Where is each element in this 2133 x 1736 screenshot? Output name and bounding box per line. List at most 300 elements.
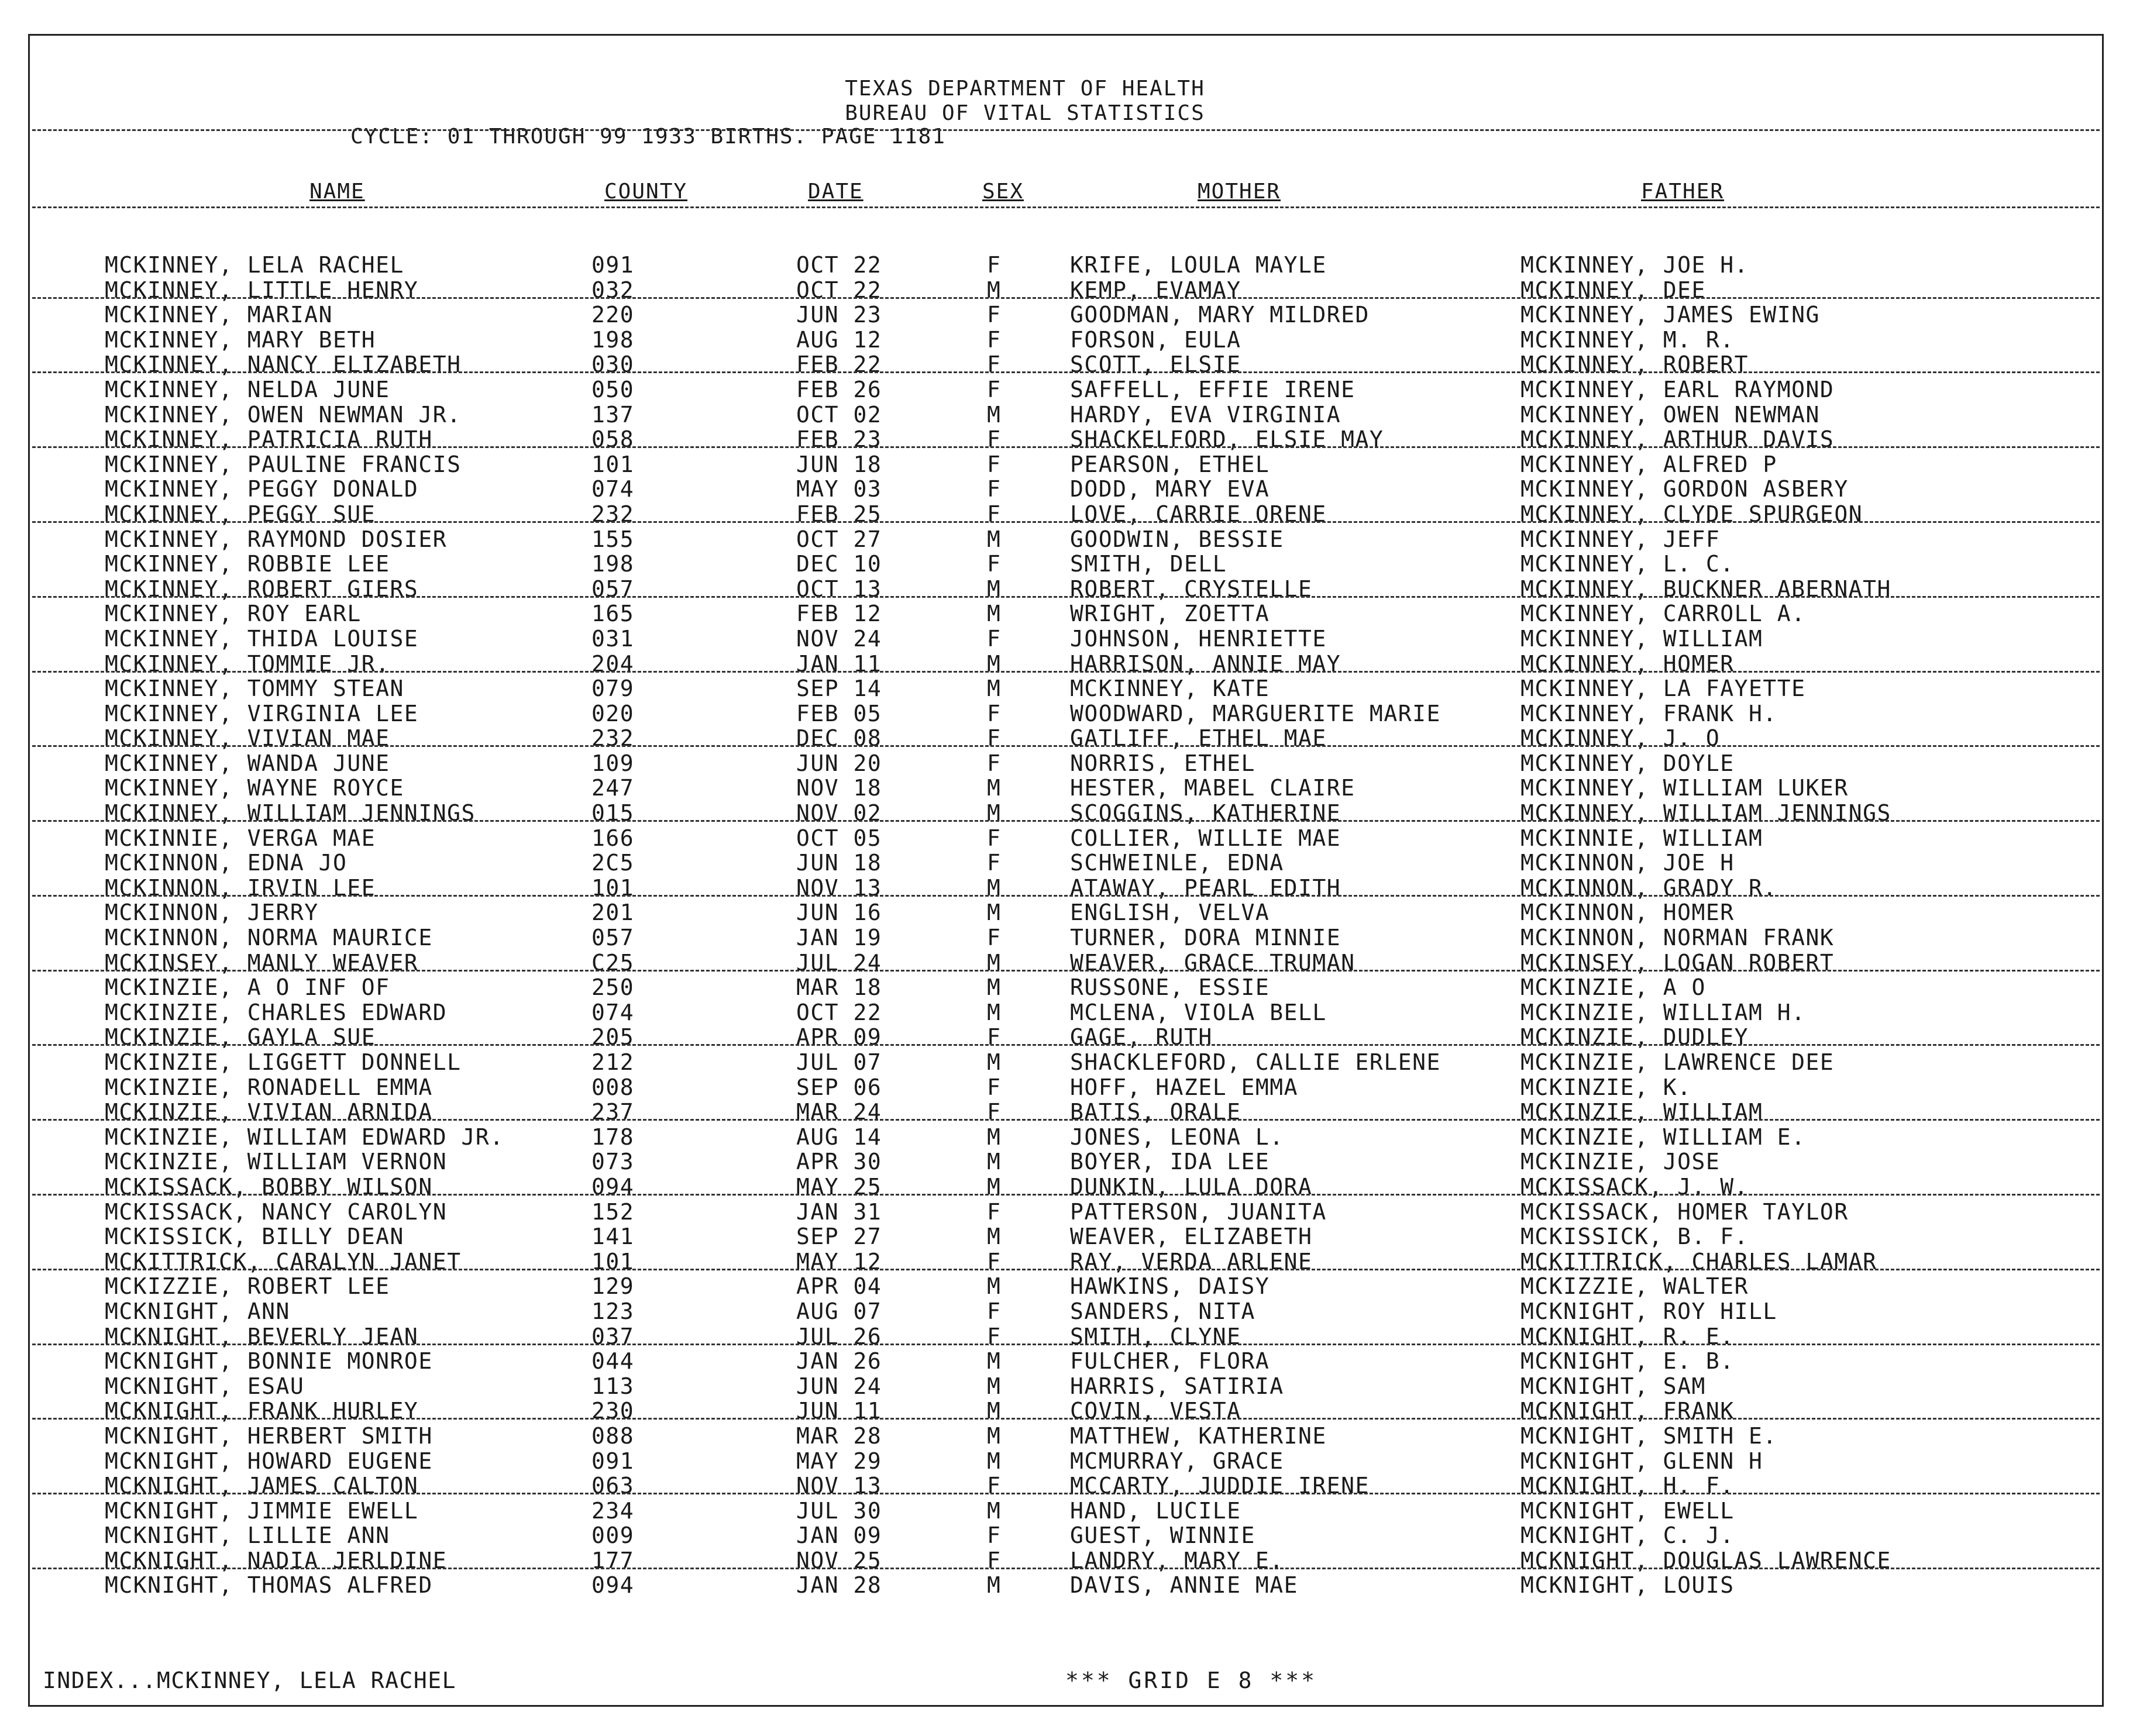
cell-father: MCKINNEY, L. C. bbox=[1520, 551, 1735, 577]
cell-date: FEB 05 bbox=[796, 700, 882, 726]
cell-county: 030 bbox=[591, 352, 635, 378]
cell-name: MCKINZIE, LIGGETT DONNELL bbox=[105, 1049, 462, 1075]
cell-sex: F bbox=[987, 1523, 1002, 1549]
cell-name: MCKNIGHT, FRANK HURLEY bbox=[105, 1398, 419, 1424]
cell-county: C25 bbox=[591, 949, 635, 976]
cell-sex: F bbox=[987, 1547, 1002, 1573]
cell-mother: GAGE, RUTH bbox=[1070, 1024, 1213, 1050]
cell-father: MCKITTRICK, CHARLES LAMAR bbox=[1520, 1248, 1877, 1275]
cell-sex: M bbox=[987, 999, 1002, 1025]
cell-name: MCKITTRICK, CARALYN JANET bbox=[105, 1248, 462, 1275]
cell-sex: M bbox=[987, 1149, 1002, 1175]
cell-name: MCKINNON, NORMA MAURICE bbox=[105, 925, 433, 951]
table-row bbox=[30, 750, 2102, 776]
cell-name: MCKINNON, IRVIN LEE bbox=[105, 874, 376, 901]
cell-date: OCT 22 bbox=[796, 252, 882, 278]
cell-county: 091 bbox=[591, 252, 635, 278]
cell-mother: JONES, LEONA L. bbox=[1070, 1124, 1284, 1150]
table-row bbox=[30, 1099, 2102, 1124]
cell-mother: SCOTT, ELSIE bbox=[1070, 352, 1241, 378]
cell-father: MCKINNON, GRADY R. bbox=[1520, 874, 1777, 901]
table-row bbox=[30, 800, 2102, 825]
cell-county: 057 bbox=[591, 576, 635, 602]
cell-county: 101 bbox=[591, 451, 635, 477]
table-row bbox=[30, 1324, 2102, 1349]
cell-sex: M bbox=[987, 949, 1002, 976]
cell-mother: COLLIER, WILLIE MAE bbox=[1070, 825, 1341, 851]
cell-date: AUG 14 bbox=[796, 1124, 882, 1150]
cell-date: JUN 18 bbox=[796, 451, 882, 477]
table-row bbox=[30, 1373, 2102, 1399]
table-row bbox=[30, 377, 2102, 402]
table-row bbox=[30, 1523, 2102, 1548]
cell-date: JAN 28 bbox=[796, 1572, 882, 1599]
cell-name: MCKINNEY, MARIAN bbox=[105, 302, 333, 328]
cell-sex: F bbox=[987, 850, 1002, 876]
cell-mother: COVIN, VESTA bbox=[1070, 1398, 1241, 1424]
cell-county: 166 bbox=[591, 825, 635, 851]
cell-sex: F bbox=[987, 1074, 1002, 1100]
cell-mother: RUSSONE, ESSIE bbox=[1070, 974, 1270, 1001]
cell-date: APR 09 bbox=[796, 1024, 882, 1050]
cell-sex: M bbox=[987, 1049, 1002, 1075]
cell-county: 152 bbox=[591, 1198, 635, 1225]
cell-county: 113 bbox=[591, 1373, 635, 1399]
cell-date: NOV 24 bbox=[796, 625, 882, 652]
cell-date: NOV 02 bbox=[796, 800, 882, 826]
table-row bbox=[30, 1174, 2102, 1199]
cell-sex: F bbox=[987, 302, 1002, 328]
cell-county: 220 bbox=[591, 302, 635, 328]
cell-date: DEC 10 bbox=[796, 551, 882, 577]
cell-father: MCKISSICK, B. F. bbox=[1520, 1224, 1749, 1250]
table-row bbox=[30, 1423, 2102, 1448]
cell-father: MCKINNEY, CLYDE SPURGEON bbox=[1520, 501, 1863, 527]
table-row bbox=[30, 626, 2102, 651]
cell-county: 141 bbox=[591, 1224, 635, 1250]
cell-father: MCKNIGHT, GLENN H bbox=[1520, 1448, 1763, 1474]
cell-county: 178 bbox=[591, 1124, 635, 1150]
cell-date: JUN 20 bbox=[796, 750, 882, 776]
table-row bbox=[30, 1074, 2102, 1100]
cell-sex: F bbox=[987, 451, 1002, 477]
cell-date: MAR 18 bbox=[796, 974, 882, 1001]
cell-sex: M bbox=[987, 1422, 1002, 1449]
cell-county: 063 bbox=[591, 1473, 635, 1499]
table-row bbox=[30, 526, 2102, 552]
cell-county: 073 bbox=[591, 1149, 635, 1175]
table-row bbox=[30, 426, 2102, 452]
cell-name: MCKINZIE, VIVIAN ARNIDA bbox=[105, 1099, 433, 1125]
cell-name: MCKINNON, JERRY bbox=[105, 900, 319, 926]
column-header-county: COUNTY bbox=[604, 180, 688, 204]
cell-county: 074 bbox=[591, 999, 635, 1025]
cell-name: MCKINNEY, PEGGY DONALD bbox=[105, 476, 419, 502]
cell-father: MCKNIGHT, DOUGLAS LAWRENCE bbox=[1520, 1547, 1891, 1573]
cell-father: MCKINNEY, M. R. bbox=[1520, 326, 1735, 353]
cell-date: JAN 26 bbox=[796, 1348, 882, 1375]
column-header-divider bbox=[32, 206, 2100, 208]
column-header-mother: MOTHER bbox=[1198, 180, 1281, 204]
cell-county: 123 bbox=[591, 1298, 635, 1324]
cell-date: JUL 26 bbox=[796, 1323, 882, 1349]
cell-sex: F bbox=[987, 1298, 1002, 1324]
cell-father: MCKINNON, JOE H bbox=[1520, 850, 1735, 876]
cell-mother: HAND, LUCILE bbox=[1070, 1497, 1241, 1524]
cell-mother: GATLIFF, ETHEL MAE bbox=[1070, 725, 1327, 752]
cell-mother: PATTERSON, JUANITA bbox=[1070, 1198, 1327, 1225]
table-row bbox=[30, 1398, 2102, 1423]
cell-name: MCKINNEY, WANDA JUNE bbox=[105, 750, 390, 776]
cell-father: MCKNIGHT, H. F. bbox=[1520, 1473, 1735, 1499]
cell-sex: F bbox=[987, 1248, 1002, 1275]
cycle-line: CYCLE: 01 THROUGH 99 1933 BIRTHS. PAGE 1181 bbox=[350, 125, 946, 149]
cell-date: NOV 13 bbox=[796, 874, 882, 901]
cell-sex: M bbox=[987, 1124, 1002, 1150]
cell-county: 037 bbox=[591, 1323, 635, 1349]
cell-date: OCT 22 bbox=[796, 277, 882, 303]
cell-father: MCKINZIE, K. bbox=[1520, 1074, 1692, 1100]
cell-date: MAY 03 bbox=[796, 476, 882, 502]
cell-name: MCKINNEY, MARY BETH bbox=[105, 326, 376, 353]
cell-date: OCT 13 bbox=[796, 576, 882, 602]
cell-county: 155 bbox=[591, 526, 635, 552]
cell-date: JUN 18 bbox=[796, 850, 882, 876]
column-header-date: DATE bbox=[808, 180, 863, 204]
cell-name: MCKINNEY, NANCY ELIZABETH bbox=[105, 352, 462, 378]
table-row bbox=[30, 601, 2102, 626]
cell-name: MCKINZIE, GAYLA SUE bbox=[105, 1024, 376, 1050]
cell-mother: FULCHER, FLORA bbox=[1070, 1348, 1270, 1375]
cell-date: MAY 12 bbox=[796, 1248, 882, 1275]
cell-date: APR 30 bbox=[796, 1149, 882, 1175]
cell-sex: F bbox=[987, 352, 1002, 378]
cell-father: MCKINZIE, WILLIAM E. bbox=[1520, 1124, 1806, 1150]
table-row bbox=[30, 1049, 2102, 1074]
column-header-father: FATHER bbox=[1641, 180, 1725, 204]
cell-father: MCKINNEY, ALFRED P bbox=[1520, 451, 1777, 477]
cell-date: NOV 13 bbox=[796, 1473, 882, 1499]
cell-sex: M bbox=[987, 1398, 1002, 1424]
cell-father: MCKNIGHT, E. B. bbox=[1520, 1348, 1735, 1375]
bureau-title: BUREAU OF VITAL STATISTICS bbox=[845, 101, 1205, 125]
table-row bbox=[30, 1149, 2102, 1174]
cell-mother: TURNER, DORA MINNIE bbox=[1070, 925, 1341, 951]
table-row bbox=[30, 676, 2102, 701]
cell-name: MCKIZZIE, ROBERT LEE bbox=[105, 1273, 390, 1300]
grid-footer: *** GRID E 8 *** bbox=[1065, 1668, 1317, 1693]
cell-mother: MCLENA, VIOLA BELL bbox=[1070, 999, 1327, 1025]
cell-father: MCKINZIE, JOSE bbox=[1520, 1149, 1721, 1175]
cell-sex: F bbox=[987, 725, 1002, 752]
cell-mother: JOHNSON, HENRIETTE bbox=[1070, 625, 1327, 652]
cell-mother: GOODMAN, MARY MILDRED bbox=[1070, 302, 1370, 328]
cell-date: FEB 26 bbox=[796, 376, 882, 402]
cell-county: 250 bbox=[591, 974, 635, 1001]
cell-sex: M bbox=[987, 277, 1002, 303]
cell-date: MAR 28 bbox=[796, 1422, 882, 1449]
cell-sex: M bbox=[987, 1173, 1002, 1200]
cell-name: MCKINNEY, LELA RACHEL bbox=[105, 252, 404, 278]
cell-name: MCKNIGHT, ESAU bbox=[105, 1373, 305, 1399]
cell-name: MCKINNIE, VERGA MAE bbox=[105, 825, 376, 851]
cell-date: OCT 27 bbox=[796, 526, 882, 552]
cell-mother: RAY, VERDA ARLENE bbox=[1070, 1248, 1313, 1275]
cell-date: DEC 08 bbox=[796, 725, 882, 752]
cell-mother: HARRISON, ANNIE MAY bbox=[1070, 650, 1341, 677]
cell-name: MCKINNEY, OWEN NEWMAN JR. bbox=[105, 401, 462, 428]
table-row bbox=[30, 452, 2102, 477]
cell-mother: ROBERT, CRYSTELLE bbox=[1070, 576, 1313, 602]
cell-date: JUL 07 bbox=[796, 1049, 882, 1075]
cell-father: MCKNIGHT, SAM bbox=[1520, 1373, 1706, 1399]
cell-sex: M bbox=[987, 576, 1002, 602]
cell-name: MCKINNEY, ROBBIE LEE bbox=[105, 551, 390, 577]
cell-father: MCKINNEY, DEE bbox=[1520, 277, 1706, 303]
cell-sex: F bbox=[987, 551, 1002, 577]
cell-date: NOV 25 bbox=[796, 1547, 882, 1573]
cell-sex: M bbox=[987, 900, 1002, 926]
cell-sex: F bbox=[987, 1099, 1002, 1125]
cell-county: 129 bbox=[591, 1273, 635, 1300]
cell-father: MCKINNEY, ARTHUR DAVIS bbox=[1520, 426, 1835, 453]
department-title: TEXAS DEPARTMENT OF HEALTH bbox=[845, 77, 1205, 101]
cell-mother: SAFFELL, EFFIE IRENE bbox=[1070, 376, 1356, 402]
cell-sex: M bbox=[987, 1448, 1002, 1474]
cell-county: 232 bbox=[591, 725, 635, 752]
header-divider bbox=[32, 129, 2100, 131]
table-row bbox=[30, 1273, 2102, 1298]
cell-sex: F bbox=[987, 426, 1002, 453]
cell-date: MAY 25 bbox=[796, 1173, 882, 1200]
cell-name: MCKISSACK, BOBBY WILSON bbox=[105, 1173, 433, 1200]
cell-mother: SHACKLEFORD, CALLIE ERLENE bbox=[1070, 1049, 1441, 1075]
cell-sex: M bbox=[987, 601, 1002, 627]
cell-sex: F bbox=[987, 700, 1002, 726]
cell-date: JUN 11 bbox=[796, 1398, 882, 1424]
cell-mother: MCMURRAY, GRACE bbox=[1070, 1448, 1284, 1474]
cell-date: FEB 12 bbox=[796, 601, 882, 627]
cell-sex: F bbox=[987, 501, 1002, 527]
cell-father: MCKNIGHT, FRANK bbox=[1520, 1398, 1735, 1424]
cell-mother: WOODWARD, MARGUERITE MARIE bbox=[1070, 700, 1441, 726]
cell-name: MCKINZIE, WILLIAM EDWARD JR. bbox=[105, 1124, 504, 1150]
cell-father: MCKINZIE, LAWRENCE DEE bbox=[1520, 1049, 1835, 1075]
cell-mother: MATTHEW, KATHERINE bbox=[1070, 1422, 1327, 1449]
cell-father: MCKINNON, NORMAN FRANK bbox=[1520, 925, 1835, 951]
cell-date: FEB 23 bbox=[796, 426, 882, 453]
table-row bbox=[30, 725, 2102, 750]
cell-date: JUN 24 bbox=[796, 1373, 882, 1399]
cell-county: 109 bbox=[591, 750, 635, 776]
table-row bbox=[30, 875, 2102, 900]
cell-father: MCKINNEY, FRANK H. bbox=[1520, 700, 1777, 726]
cell-father: MCKINZIE, WILLIAM bbox=[1520, 1099, 1763, 1125]
cell-name: MCKINZIE, A O INF OF bbox=[105, 974, 390, 1001]
cell-sex: M bbox=[987, 401, 1002, 428]
record-page bbox=[28, 34, 2104, 1707]
cell-sex: F bbox=[987, 1323, 1002, 1349]
cell-sex: F bbox=[987, 925, 1002, 951]
cell-father: MCKINNEY, CARROLL A. bbox=[1520, 601, 1806, 627]
cell-county: 079 bbox=[591, 676, 635, 702]
cell-name: MCKINNEY, TOMMY STEAN bbox=[105, 676, 404, 702]
table-row bbox=[30, 352, 2102, 377]
column-header-sex: SEX bbox=[982, 180, 1024, 204]
column-header-name: NAME bbox=[309, 180, 365, 204]
cell-name: MCKINNEY, WILLIAM JENNINGS bbox=[105, 800, 476, 826]
table-row bbox=[30, 974, 2102, 1000]
cell-county: 165 bbox=[591, 601, 635, 627]
cell-father: MCKINNON, HOMER bbox=[1520, 900, 1735, 926]
cell-sex: M bbox=[987, 1572, 1002, 1599]
cell-sex: F bbox=[987, 1473, 1002, 1499]
cell-mother: WEAVER, GRACE TRUMAN bbox=[1070, 949, 1356, 976]
cell-name: MCKINNEY, PEGGY SUE bbox=[105, 501, 376, 527]
cell-sex: M bbox=[987, 1224, 1002, 1250]
cell-sex: M bbox=[987, 526, 1002, 552]
cell-sex: F bbox=[987, 750, 1002, 776]
cell-county: 044 bbox=[591, 1348, 635, 1375]
cell-father: MCKINNEY, EARL RAYMOND bbox=[1520, 376, 1835, 402]
table-row bbox=[30, 1348, 2102, 1373]
cell-father: MCKINNEY, BUCKNER ABERNATH bbox=[1520, 576, 1891, 602]
table-row bbox=[30, 1224, 2102, 1249]
cell-sex: F bbox=[987, 326, 1002, 353]
table-row bbox=[30, 651, 2102, 676]
table-row bbox=[30, 302, 2102, 327]
cell-mother: SCHWEINLE, EDNA bbox=[1070, 850, 1284, 876]
cell-sex: M bbox=[987, 650, 1002, 677]
cell-county: 094 bbox=[591, 1572, 635, 1599]
table-row bbox=[30, 1298, 2102, 1324]
table-row bbox=[30, 1473, 2102, 1498]
cell-sex: M bbox=[987, 1497, 1002, 1524]
table-row bbox=[30, 476, 2102, 501]
cell-mother: ENGLISH, VELVA bbox=[1070, 900, 1270, 926]
table-row bbox=[30, 501, 2102, 526]
cell-mother: GUEST, WINNIE bbox=[1070, 1523, 1255, 1549]
cell-date: JUN 16 bbox=[796, 900, 882, 926]
cell-date: OCT 05 bbox=[796, 825, 882, 851]
cell-sex: F bbox=[987, 376, 1002, 402]
cell-county: 015 bbox=[591, 800, 635, 826]
cell-sex: M bbox=[987, 775, 1002, 801]
cell-county: 101 bbox=[591, 1248, 635, 1275]
cell-father: MCKINNEY, HOMER bbox=[1520, 650, 1735, 677]
cell-county: 031 bbox=[591, 625, 635, 652]
cell-mother: MCKINNEY, KATE bbox=[1070, 676, 1270, 702]
cell-name: MCKNIGHT, NADIA JERLDINE bbox=[105, 1547, 448, 1573]
cell-mother: DODD, MARY EVA bbox=[1070, 476, 1270, 502]
table-row bbox=[30, 825, 2102, 850]
cell-father: MCKISSACK, HOMER TAYLOR bbox=[1520, 1198, 1849, 1225]
cell-name: MCKINNEY, ROBERT GIERS bbox=[105, 576, 419, 602]
cell-county: 088 bbox=[591, 1422, 635, 1449]
cell-county: 094 bbox=[591, 1173, 635, 1200]
cell-mother: HARRIS, SATIRIA bbox=[1070, 1373, 1284, 1399]
cell-father: MCKINNEY, JEFF bbox=[1520, 526, 1721, 552]
cell-name: MCKISSICK, BILLY DEAN bbox=[105, 1224, 404, 1250]
table-row bbox=[30, 1572, 2102, 1597]
cell-name: MCKNIGHT, BONNIE MONROE bbox=[105, 1348, 433, 1375]
cell-father: MCKNIGHT, SMITH E. bbox=[1520, 1422, 1777, 1449]
cell-mother: NORRIS, ETHEL bbox=[1070, 750, 1255, 776]
cell-name: MCKNIGHT, HOWARD EUGENE bbox=[105, 1448, 433, 1474]
cell-mother: ATAWAY, PEARL EDITH bbox=[1070, 874, 1341, 901]
cell-date: JAN 31 bbox=[796, 1198, 882, 1225]
cell-mother: MCCARTY, JUDDIE IRENE bbox=[1070, 1473, 1370, 1499]
cell-name: MCKINNEY, PAULINE FRANCIS bbox=[105, 451, 462, 477]
cell-name: MCKNIGHT, THOMAS ALFRED bbox=[105, 1572, 433, 1599]
cell-name: MCKNIGHT, ANN bbox=[105, 1298, 290, 1324]
cell-mother: GOODWIN, BESSIE bbox=[1070, 526, 1284, 552]
cell-county: 205 bbox=[591, 1024, 635, 1050]
cell-father: MCKINNEY, GORDON ASBERY bbox=[1520, 476, 1849, 502]
cell-sex: M bbox=[987, 1348, 1002, 1375]
cell-mother: HESTER, MABEL CLAIRE bbox=[1070, 775, 1356, 801]
cell-name: MCKINNEY, VIRGINIA LEE bbox=[105, 700, 419, 726]
cell-name: MCKNIGHT, JIMMIE EWELL bbox=[105, 1497, 419, 1524]
cell-mother: LOVE, CARRIE ORENE bbox=[1070, 501, 1327, 527]
table-row bbox=[30, 1000, 2102, 1025]
cell-date: SEP 06 bbox=[796, 1074, 882, 1100]
cell-date: FEB 25 bbox=[796, 501, 882, 527]
cell-county: 009 bbox=[591, 1523, 635, 1549]
cell-mother: SANDERS, NITA bbox=[1070, 1298, 1255, 1324]
table-row bbox=[30, 1124, 2102, 1149]
table-row bbox=[30, 252, 2102, 277]
cell-name: MCKNIGHT, LILLIE ANN bbox=[105, 1523, 390, 1549]
table-row bbox=[30, 1249, 2102, 1274]
table-row bbox=[30, 925, 2102, 950]
cell-date: MAR 24 bbox=[796, 1099, 882, 1125]
cell-father: MCKINNEY, OWEN NEWMAN bbox=[1520, 401, 1820, 428]
cell-name: MCKINNEY, NELDA JUNE bbox=[105, 376, 390, 402]
table-row bbox=[30, 775, 2102, 800]
cell-date: OCT 02 bbox=[796, 401, 882, 428]
cell-county: 008 bbox=[591, 1074, 635, 1100]
cell-county: 032 bbox=[591, 277, 635, 303]
cell-name: MCKNIGHT, HERBERT SMITH bbox=[105, 1422, 433, 1449]
cell-mother: BOYER, IDA LEE bbox=[1070, 1149, 1270, 1175]
cell-father: MCKINZIE, DUDLEY bbox=[1520, 1024, 1749, 1050]
cell-date: APR 04 bbox=[796, 1273, 882, 1300]
cell-county: 101 bbox=[591, 874, 635, 901]
cell-date: OCT 22 bbox=[796, 999, 882, 1025]
cell-county: 201 bbox=[591, 900, 635, 926]
cell-county: 074 bbox=[591, 476, 635, 502]
cell-name: MCKINNEY, THIDA LOUISE bbox=[105, 625, 419, 652]
cell-date: JAN 11 bbox=[796, 650, 882, 677]
cell-father: MCKINNIE, WILLIAM bbox=[1520, 825, 1763, 851]
cell-name: MCKINSEY, MANLY WEAVER bbox=[105, 949, 419, 976]
cell-county: 204 bbox=[591, 650, 635, 677]
cell-mother: DAVIS, ANNIE MAE bbox=[1070, 1572, 1299, 1599]
cell-sex: M bbox=[987, 874, 1002, 901]
cell-father: MCKNIGHT, R. E. bbox=[1520, 1323, 1735, 1349]
cell-sex: M bbox=[987, 676, 1002, 702]
cell-name: MCKINNEY, PATRICIA RUTH bbox=[105, 426, 433, 453]
table-row bbox=[30, 701, 2102, 726]
cell-date: SEP 14 bbox=[796, 676, 882, 702]
cell-mother: PEARSON, ETHEL bbox=[1070, 451, 1270, 477]
cell-mother: SHACKELFORD, ELSIE MAY bbox=[1070, 426, 1384, 453]
cell-name: MCKISSACK, NANCY CAROLYN bbox=[105, 1198, 448, 1225]
cell-father: MCKINNEY, JOE H. bbox=[1520, 252, 1749, 278]
cell-date: JUN 23 bbox=[796, 302, 882, 328]
cell-sex: M bbox=[987, 800, 1002, 826]
